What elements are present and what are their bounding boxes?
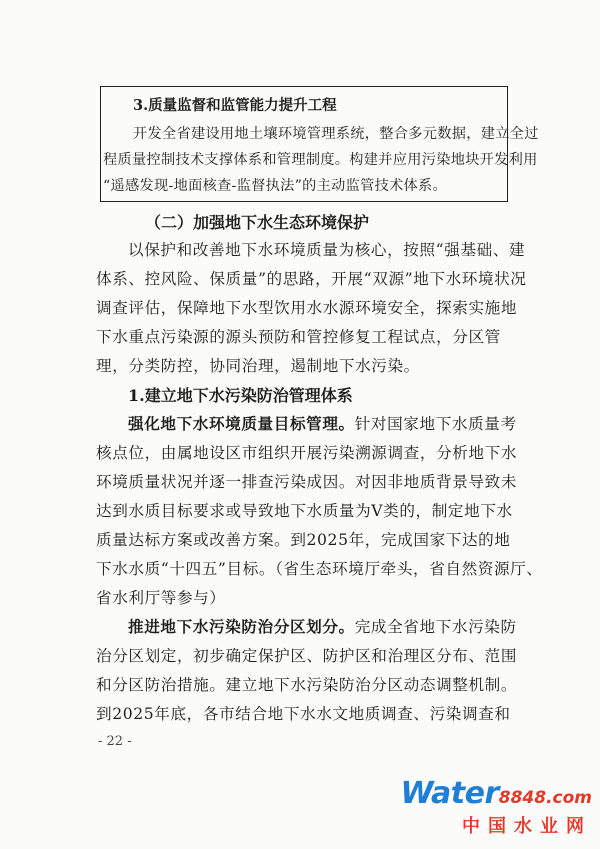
body-line: 达到水质目标要求或导致地下水质量为V类的，制定地下水 <box>96 502 513 520</box>
watermark-chinese: 中国水业网 <box>462 816 592 837</box>
body-line: 以保护和改善地下水环境质量为核心，按照“强基础、建 <box>128 241 526 259</box>
paragraph-text: 针对国家地下水质量考 <box>354 415 517 433</box>
body-line: 下水重点污染源的源头预防和管控修复工程试点，分区管 <box>96 328 501 346</box>
box-title: 3.质量监督和监管能力提升工程 <box>133 97 337 114</box>
box-line: 程质量控制技术支撑体系和管理制度。构建并应用污染地块开发利用 <box>103 152 538 168</box>
paragraph-text: 完成全省地下水污染防 <box>354 618 517 636</box>
section-heading: （二）加强地下水生态环境保护 <box>145 213 370 232</box>
highlight-box <box>100 86 539 202</box>
body-line: 和分区防治措施。建立地下水污染防治分区动态调整机制。 <box>96 676 518 694</box>
body-line: 核点位，由属地设区市组织开展污染溯源调查，分析地下水 <box>96 444 518 462</box>
body-line: 下水水质“十四五”目标。（省生态环境厅牵头，省自然资源厅、 <box>96 560 543 578</box>
box-line: 开发全省建设用地土壤环境管理系统，整合多元数据，建立全过 <box>133 126 539 142</box>
body-line: 理，分类防控，协同治理，遏制地下水污染。 <box>96 357 420 375</box>
body-line: 环境质量状况并逐一排查污染成因。对因非地质背景导致未 <box>96 473 518 491</box>
watermark-wordmark: Water8848.com <box>400 776 592 811</box>
paragraph-lead: 推进地下水污染防治分区划分。 <box>128 617 355 636</box>
body-line: 治分区划定，初步确定保护区、防护区和治理区分布、范围 <box>96 647 518 665</box>
body-line: 省水利厅等参与） <box>96 589 226 607</box>
body-line: 体系、控风险、保质量”的思路，开展“双源”地下水环境状况 <box>96 270 527 288</box>
page-number: - 22 - <box>98 734 132 749</box>
box-line: “遥感发现-地面核查-监督执法”的主动监管技术体系。 <box>103 178 448 194</box>
watermark-logo <box>400 776 598 844</box>
paragraph-lead: 强化地下水环境质量目标管理。 <box>128 414 355 433</box>
body-line <box>128 412 517 434</box>
body-line: 到2025年底，各市结合地下水水文地质调查、污染调查和 <box>96 705 511 723</box>
body-line <box>128 615 517 637</box>
body-line: 质量达标方案或改善方案。到2025年，完成国家下达的地 <box>96 531 511 549</box>
body-line: 调查评估，保障地下水型饮用水水源环境安全，探索实施地 <box>96 299 518 317</box>
subsection-heading: 1.建立地下水污染防治管理体系 <box>128 386 353 405</box>
